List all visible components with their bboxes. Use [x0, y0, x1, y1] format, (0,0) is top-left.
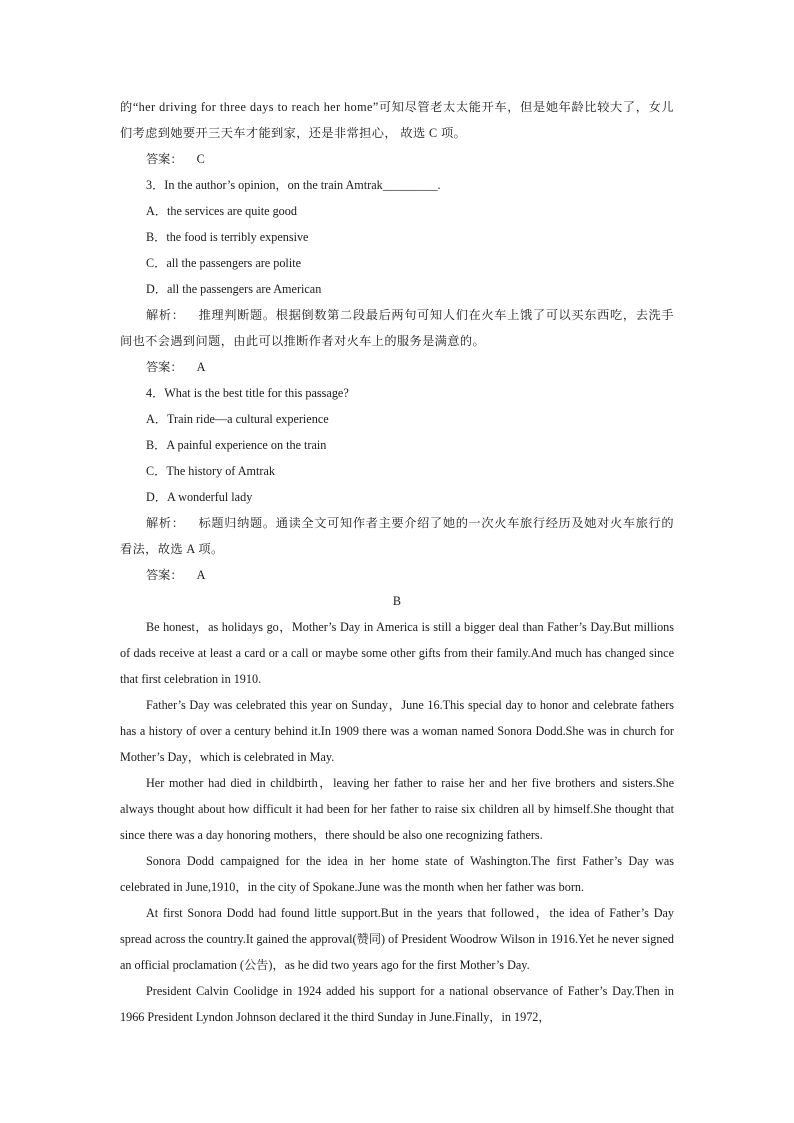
answer-label: 答案：	[146, 568, 183, 582]
previous-analysis-continuation: 的“her driving for three days to reach her home”可知尽管老太太能开车，但是她年龄比较大了，女儿们考虑到她要开三天车才能到家，还是非常担心， 故选 C 项。	[120, 100, 674, 140]
passage-paragraph-3: Her mother had died in childbirth，leaving her father to raise her and her five brothers and sisters.She always thought about how difficult it had been for her father to raise six children all by himself.She thought that since there was a day honoring mothers，there should be also one recognizing fathers.	[120, 776, 674, 842]
question-4-option-b: B．A painful experience on the train	[146, 438, 327, 452]
question-4-analysis	[120, 510, 674, 562]
question-4-option-d: D．A wonderful lady	[146, 490, 253, 504]
question-3-option-b: B．the food is terribly expensive	[146, 230, 309, 244]
answer-value: A	[196, 568, 206, 582]
question-3-option-d: D．all the passengers are American	[146, 282, 322, 296]
question-3-stem: 3．In the author’s opinion，on the train Amtrak_________.	[146, 178, 441, 192]
answer-value: A	[196, 360, 206, 374]
question-3-option-c: C．all the passengers are polite	[146, 256, 302, 270]
question-3-analysis	[120, 302, 674, 354]
analysis-text: 推理判断题。根据倒数第二段最后两句可知人们在火车上饿了可以买东西吃，去洗手间也不会遇到问题，由此可以推断作者对火车上的服务是满意的。	[120, 308, 674, 348]
answer-label: 答案：	[146, 152, 183, 166]
passage-paragraph-5: At first Sonora Dodd had found little support.But in the years that followed，the idea of Father’s Day spread across the country.It gained the approval(赞同) of President Woodrow Wilson in 1916.Yet he never signed an official proclamation (公告)，as he did two years ago for the first Mother’s Day.	[120, 906, 674, 972]
previous-answer	[120, 146, 674, 172]
question-4-option-c: C．The history of Amtrak	[146, 464, 275, 478]
analysis-label: 解析：	[146, 516, 185, 530]
question-4-stem: 4．What is the best title for this passage?	[146, 386, 349, 400]
passage-paragraph-1: Be honest，as holidays go，Mother’s Day in America is still a bigger deal than Father’s Day.But millions of dads receive at least a card or a call or maybe some other gifts from their family.And much has changed since that first celebration in 1910.	[120, 620, 674, 686]
passage-paragraph-4: Sonora Dodd campaigned for the idea in her home state of Washington.The first Father’s Day was celebrated in June,1910，in the city of Spokane.June was the month when her father was born.	[120, 854, 674, 894]
section-b-heading: B	[392, 594, 402, 608]
question-3-option-a: A．the services are quite good	[146, 204, 297, 218]
question-4-answer	[120, 562, 674, 588]
document-page	[120, 94, 674, 1030]
answer-value: C	[196, 152, 205, 166]
question-4-option-a: A．Train ride—a cultural experience	[146, 412, 329, 426]
analysis-text: 标题归纳题。通读全文可知作者主要介绍了她的一次火车旅行经历及她对火车旅行的看法，故选 A 项。	[120, 516, 674, 556]
question-3-answer	[120, 354, 674, 380]
answer-label: 答案：	[146, 360, 183, 374]
analysis-label: 解析：	[146, 308, 185, 322]
passage-paragraph-2: Father’s Day was celebrated this year on Sunday，June 16.This special day to honor and celebrate fathers has a history of over a century behind it.In 1909 there was a woman named Sonora Dodd.She was in church for Mother’s Day，which is celebrated in May.	[120, 698, 674, 764]
passage-paragraph-6: President Calvin Coolidge in 1924 added his support for a national observance of Father’s Day.Then in 1966 President Lyndon Johnson declared it the third Sunday in June.Finally，in 1972，	[120, 984, 674, 1024]
